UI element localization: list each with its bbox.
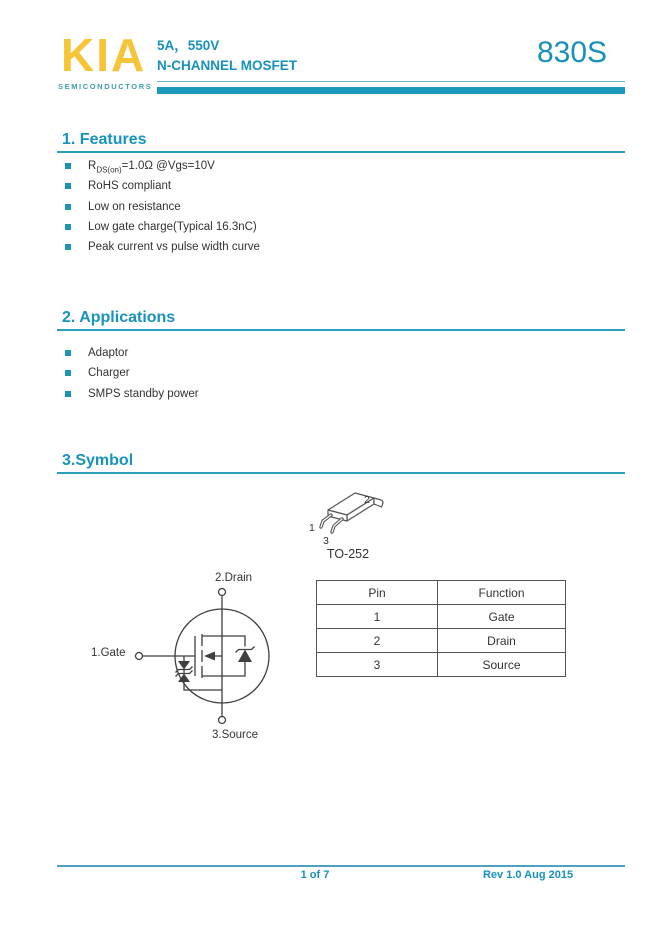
package-pin-label-2: 2 bbox=[364, 494, 370, 506]
table-cell: Gate bbox=[438, 605, 566, 629]
features-title: 1. Features bbox=[62, 131, 147, 148]
applications-title: 2. Applications bbox=[62, 309, 176, 326]
feature-text: Peak current vs pulse width curve bbox=[88, 241, 260, 254]
applications-underline bbox=[57, 329, 625, 331]
symbol-underline bbox=[57, 472, 625, 474]
table-row bbox=[317, 653, 566, 677]
feature-item bbox=[65, 199, 585, 219]
product-subtitle-line2: N-CHANNEL MOSFET bbox=[157, 58, 297, 73]
table-cell: 3 bbox=[317, 653, 438, 677]
applications-list bbox=[65, 345, 585, 406]
header-accent-bar bbox=[157, 87, 625, 94]
table-cell: 2 bbox=[317, 629, 438, 653]
bullet-square-icon bbox=[65, 391, 71, 397]
product-subtitle bbox=[157, 36, 297, 76]
drain-tab bbox=[374, 498, 383, 507]
product-subtitle-line1: 5A，550V bbox=[157, 38, 220, 53]
source-terminal-label: 3.Source bbox=[212, 729, 259, 741]
to252-package-drawing bbox=[298, 486, 388, 548]
package-pin-label-3: 3 bbox=[323, 535, 329, 547]
feature-rds-pre: R bbox=[88, 160, 97, 172]
table-cell: Source bbox=[438, 653, 566, 677]
bullet-square-icon bbox=[65, 244, 71, 250]
part-number: 830S bbox=[536, 36, 608, 69]
body-arrow-icon bbox=[204, 652, 215, 661]
gate-terminal bbox=[136, 653, 143, 660]
feature-item bbox=[65, 178, 585, 198]
bullet-square-icon bbox=[65, 163, 71, 169]
feature-rds-post: =1.0Ω @Vgs=10V bbox=[121, 160, 215, 172]
feature-text: Low gate charge(Typical 16.3nC) bbox=[88, 220, 257, 233]
feature-item bbox=[65, 158, 585, 178]
logo-subtext: SEMICONDUCTORS bbox=[58, 82, 153, 91]
table-cell: 1 bbox=[317, 605, 438, 629]
bullet-square-icon bbox=[65, 204, 71, 210]
bullet-square-icon bbox=[65, 183, 71, 189]
table-cell: Drain bbox=[438, 629, 566, 653]
table-row bbox=[317, 605, 566, 629]
table-header-row bbox=[317, 581, 566, 605]
mosfet-symbol-drawing bbox=[85, 584, 300, 739]
pin-function-table bbox=[316, 580, 566, 677]
drain-terminal bbox=[219, 589, 226, 596]
application-text: SMPS standby power bbox=[88, 387, 199, 400]
symbol-title: 3.Symbol bbox=[62, 452, 134, 469]
package-caption: TO-252 bbox=[326, 547, 370, 561]
application-text: Charger bbox=[88, 367, 130, 380]
application-item bbox=[65, 365, 585, 385]
table-header-cell: Pin bbox=[317, 581, 438, 605]
body-diode bbox=[222, 636, 255, 676]
feature-item bbox=[65, 239, 585, 259]
kia-logo: KIA bbox=[61, 29, 147, 81]
application-text: Adaptor bbox=[88, 347, 129, 359]
gate-protection-diodes bbox=[176, 656, 223, 690]
bullet-square-icon bbox=[65, 224, 71, 230]
feature-rds-sub: DS(on) bbox=[96, 165, 122, 175]
bullet-square-icon bbox=[65, 370, 71, 376]
mosfet-channel bbox=[143, 634, 223, 678]
gate-terminal-label: 1.Gate bbox=[91, 647, 126, 659]
header-divider-thin bbox=[157, 81, 625, 82]
bullet-square-icon bbox=[65, 350, 71, 356]
package-body bbox=[328, 493, 383, 521]
revision-text: Rev 1.0 Aug 2015 bbox=[483, 869, 574, 881]
page-indicator: 1 of 7 bbox=[300, 869, 330, 881]
feature-text: RoHS compliant bbox=[88, 180, 172, 193]
footer-divider bbox=[57, 865, 625, 867]
feature-text bbox=[88, 159, 215, 177]
features-list bbox=[65, 158, 585, 259]
feature-text: Low on resistance bbox=[88, 200, 181, 213]
table-row bbox=[317, 629, 566, 653]
drain-terminal-label: 2.Drain bbox=[215, 572, 253, 584]
table-header-cell: Function bbox=[438, 581, 566, 605]
source-terminal bbox=[219, 717, 226, 724]
package-pin-label-1: 1 bbox=[309, 522, 315, 534]
feature-item bbox=[65, 219, 585, 239]
features-underline bbox=[57, 151, 625, 153]
application-item bbox=[65, 386, 585, 406]
application-item bbox=[65, 345, 585, 365]
